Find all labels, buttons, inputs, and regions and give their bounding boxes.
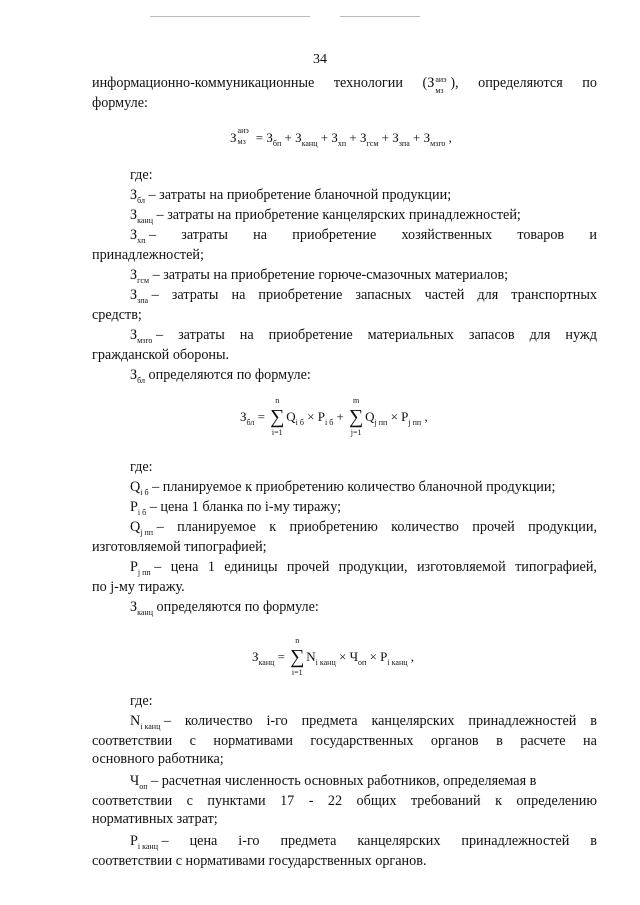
definition-q-jpp: $Q_{j пп}$ – планируемое к приобретению количество прочей продукции, [130,519,597,537]
definition-n-ikanc: $N_{i канц}$ – количество i-го предмета канцелярских принадлежностей в [130,713,597,731]
definition-p-ikanc: $P_{i канц}$ – цена i-го предмета канцелярских принадлежностей в [130,833,597,851]
where-label: где: [130,459,153,475]
formula-main: З аиэ мз = $З_{бп} + З_{канц} + З_{хп} + З_{гсм} + З_{зпа} + З_{мзго}$ , [230,126,452,148]
definition-q-ib: $Q_{i б}$ – планируемое к приобретению количество бланочной продукции; [130,479,556,497]
definition-q-jpp-cont: изготовляемой типографией; [92,539,267,555]
formula-bl: $З_{бл}$ = n ∑ i=1 $Q_{i б} \times P_{i б}$ + m ∑ j=1 $Q_{j пп} \times P_{j пп}$ , [240,396,428,437]
definition-z-hp-cont: принадлежностей; [92,247,204,263]
definition-z-bl: $З_{бл}$ – затраты на приобретение бланочной продукции; [130,187,452,205]
formula-intro-bl: $З_{бл}$ определяются по формуле: [130,367,311,385]
definition-z-gsm: $З_{гсм}$ – затраты на приобретение горюче-смазочных материалов; [130,267,509,285]
formula-intro-kanc: $З_{канц}$ определяются по формуле: [130,599,319,617]
definition-z-zpa-cont: средств; [92,307,142,323]
scan-artifact-line [340,16,420,17]
definition-z-kanc: $З_{канц}$ – затраты на приобретение канцелярских принадлежностей; [130,207,521,225]
definition-n-ikanc-cont: соответствии с нормативами государственных органов в расчете на [92,733,597,749]
definition-z-mzgo-cont: гражданской обороны. [92,347,230,363]
definition-z-hp: $З_{хп}$ – затраты на приобретение хозяйственных товаров и [130,227,597,245]
formula-kanc: $З_{канц}$ = n ∑ i=1 $N_{i канц} \times Ч_{оп} \times P_{i канц}$ , [252,636,415,677]
definition-p-jpp-cont: по j-му тиражу. [92,579,185,595]
where-label: где: [130,167,153,183]
definition-ch-op-cont: соответствии с пунктами 17 - 22 общих требований к определению [92,793,597,809]
symbol-z-miz: (З аиэ мз ), [422,74,459,95]
definition-z-zpa: $З_{зпа}$ – затраты на приобретение запасных частей для транспортных [130,287,597,305]
definition-p-ib: $P_{i б}$ – цена 1 бланка по i-му тиражу; [130,499,342,517]
page-number: 34 [313,52,327,67]
paragraph-line: информационно-коммуникационные технологии (З аиэ мз ), определяются по [92,74,597,95]
definition-p-ikanc-cont: соответствии с нормативами государственных органов. [92,853,427,869]
definition-n-ikanc-cont: основного работника; [92,751,224,767]
definition-ch-op: $Ч_{оп}$ – расчетная численность основных работников, определяемая в [130,773,537,791]
scan-artifact-line [150,16,310,17]
paragraph-line: формуле: [92,95,148,111]
definition-ch-op-cont: нормативных затрат; [92,811,218,827]
definition-p-jpp: $P_{j пп}$ – цена 1 единицы прочей продукции, изготовляемой типографией, [130,559,597,577]
where-label: где: [130,693,153,709]
definition-z-mzgo: $З_{мзго}$ – затраты на приобретение материальных запасов для нужд [130,327,597,345]
